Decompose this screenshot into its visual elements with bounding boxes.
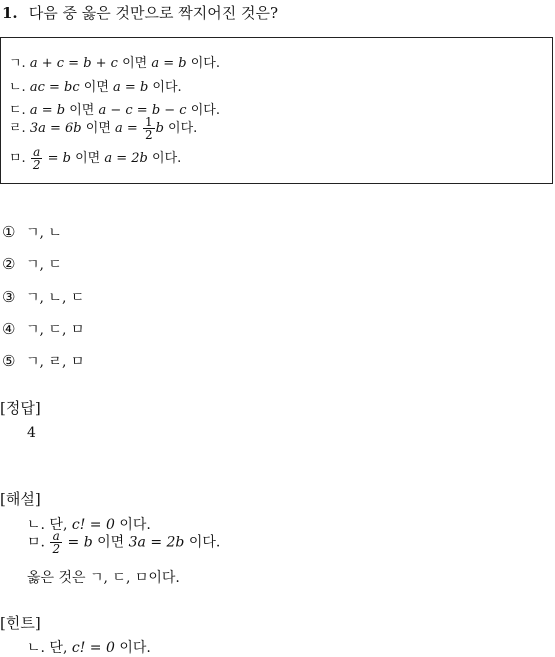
statement-math: a = b <box>29 103 66 118</box>
statement-math: a = 2b <box>104 151 148 166</box>
choice-text: ㄱ, ㄴ <box>26 225 62 241</box>
hint-math: c! = 0 <box>71 640 115 656</box>
choice-mark: ③ <box>2 288 16 306</box>
fraction-numerator: a <box>31 146 43 159</box>
fraction-denominator: 2 <box>32 158 41 172</box>
explanation-title: [해설] <box>0 490 41 508</box>
explanation-math: = b <box>63 534 93 551</box>
fraction-denominator: 2 <box>52 542 61 556</box>
statement-text: 이면 <box>81 121 116 136</box>
fraction <box>50 530 62 555</box>
statement-text: 이면 <box>65 103 99 118</box>
explanation-text: 이면 <box>92 534 129 551</box>
hint-text: ㄴ. 단, <box>27 640 72 656</box>
statement-label: ㅁ. <box>9 151 26 166</box>
statement-math: a − c = b − c <box>98 103 187 118</box>
explanation-math: 3a = 2b <box>128 534 185 551</box>
statement-label: ㄹ. <box>9 121 26 136</box>
statement-math: a + c = b + c <box>29 56 118 71</box>
statement-text: 이면 <box>79 80 114 95</box>
statement-label: ㄷ. <box>9 103 26 118</box>
statement-math: a = b <box>113 80 149 95</box>
choice-text: ㄱ, ㄴ, ㄷ <box>26 290 85 306</box>
fraction-denominator: 2 <box>144 128 153 142</box>
statement-math: a = <box>115 121 142 136</box>
statement-2 <box>9 76 182 95</box>
explanation-text: ㄴ. 단, <box>27 517 72 533</box>
explanation-math: c! = 0 <box>71 517 115 533</box>
choice-1[interactable] <box>2 222 62 242</box>
statement-text: 이다. <box>163 121 198 136</box>
explanation-text: 이다. <box>184 534 221 551</box>
statement-math: ac = bc <box>29 80 80 95</box>
statement-text: 이다. <box>148 80 182 95</box>
choice-mark: ① <box>2 223 16 241</box>
statement-1 <box>9 52 220 71</box>
statement-5 <box>9 146 181 171</box>
hint-title: [힌트] <box>0 614 41 632</box>
statement-4 <box>9 116 197 141</box>
hint-line-1 <box>27 637 151 657</box>
fraction-numerator: 1 <box>144 115 153 129</box>
statement-math: 3a = 6b <box>29 121 82 136</box>
statement-math: a = b <box>151 56 187 71</box>
choice-mark: ④ <box>2 320 16 338</box>
statement-text: 이다. <box>186 56 220 71</box>
choice-3[interactable] <box>2 287 84 307</box>
question-number: 1. <box>2 4 18 22</box>
choice-text: ㄱ, ㄹ, ㅁ <box>26 354 85 370</box>
explanation-line-3: 옳은 것은 ㄱ, ㄷ, ㅁ이다. <box>27 570 180 586</box>
statements-box <box>0 37 553 184</box>
choice-text: ㄱ, ㄷ, ㅁ <box>26 322 85 338</box>
statement-label: ㄱ. <box>9 56 26 71</box>
answer-title: [정답] <box>0 399 41 417</box>
answer-value: 4 <box>27 425 36 441</box>
statement-math: b <box>155 121 164 136</box>
choice-mark: ② <box>2 255 16 273</box>
statement-text: 이면 <box>117 56 152 71</box>
hint-text: 이다. <box>114 640 151 656</box>
choice-text: ㄱ, ㄷ <box>26 257 62 273</box>
fraction <box>31 146 43 171</box>
choice-5[interactable] <box>2 351 84 371</box>
statement-label: ㄴ. <box>9 80 26 95</box>
question-text: 다음 중 옳은 것만으로 짝지어진 것은? <box>28 4 278 22</box>
explanation-line-2 <box>27 530 220 555</box>
fraction <box>143 116 155 141</box>
choice-mark: ⑤ <box>2 352 16 370</box>
statement-math: = b <box>43 151 71 166</box>
explanation-text: ㅁ. <box>27 534 50 551</box>
choice-2[interactable] <box>2 254 62 274</box>
explanation-text: 이다. <box>114 517 151 533</box>
statement-text: 이다. <box>186 103 220 118</box>
choice-4[interactable] <box>2 319 84 339</box>
statement-text: 이다. <box>147 151 182 166</box>
fraction-numerator: a <box>50 530 62 543</box>
statement-text: 이면 <box>70 151 105 166</box>
question-header <box>2 2 278 23</box>
